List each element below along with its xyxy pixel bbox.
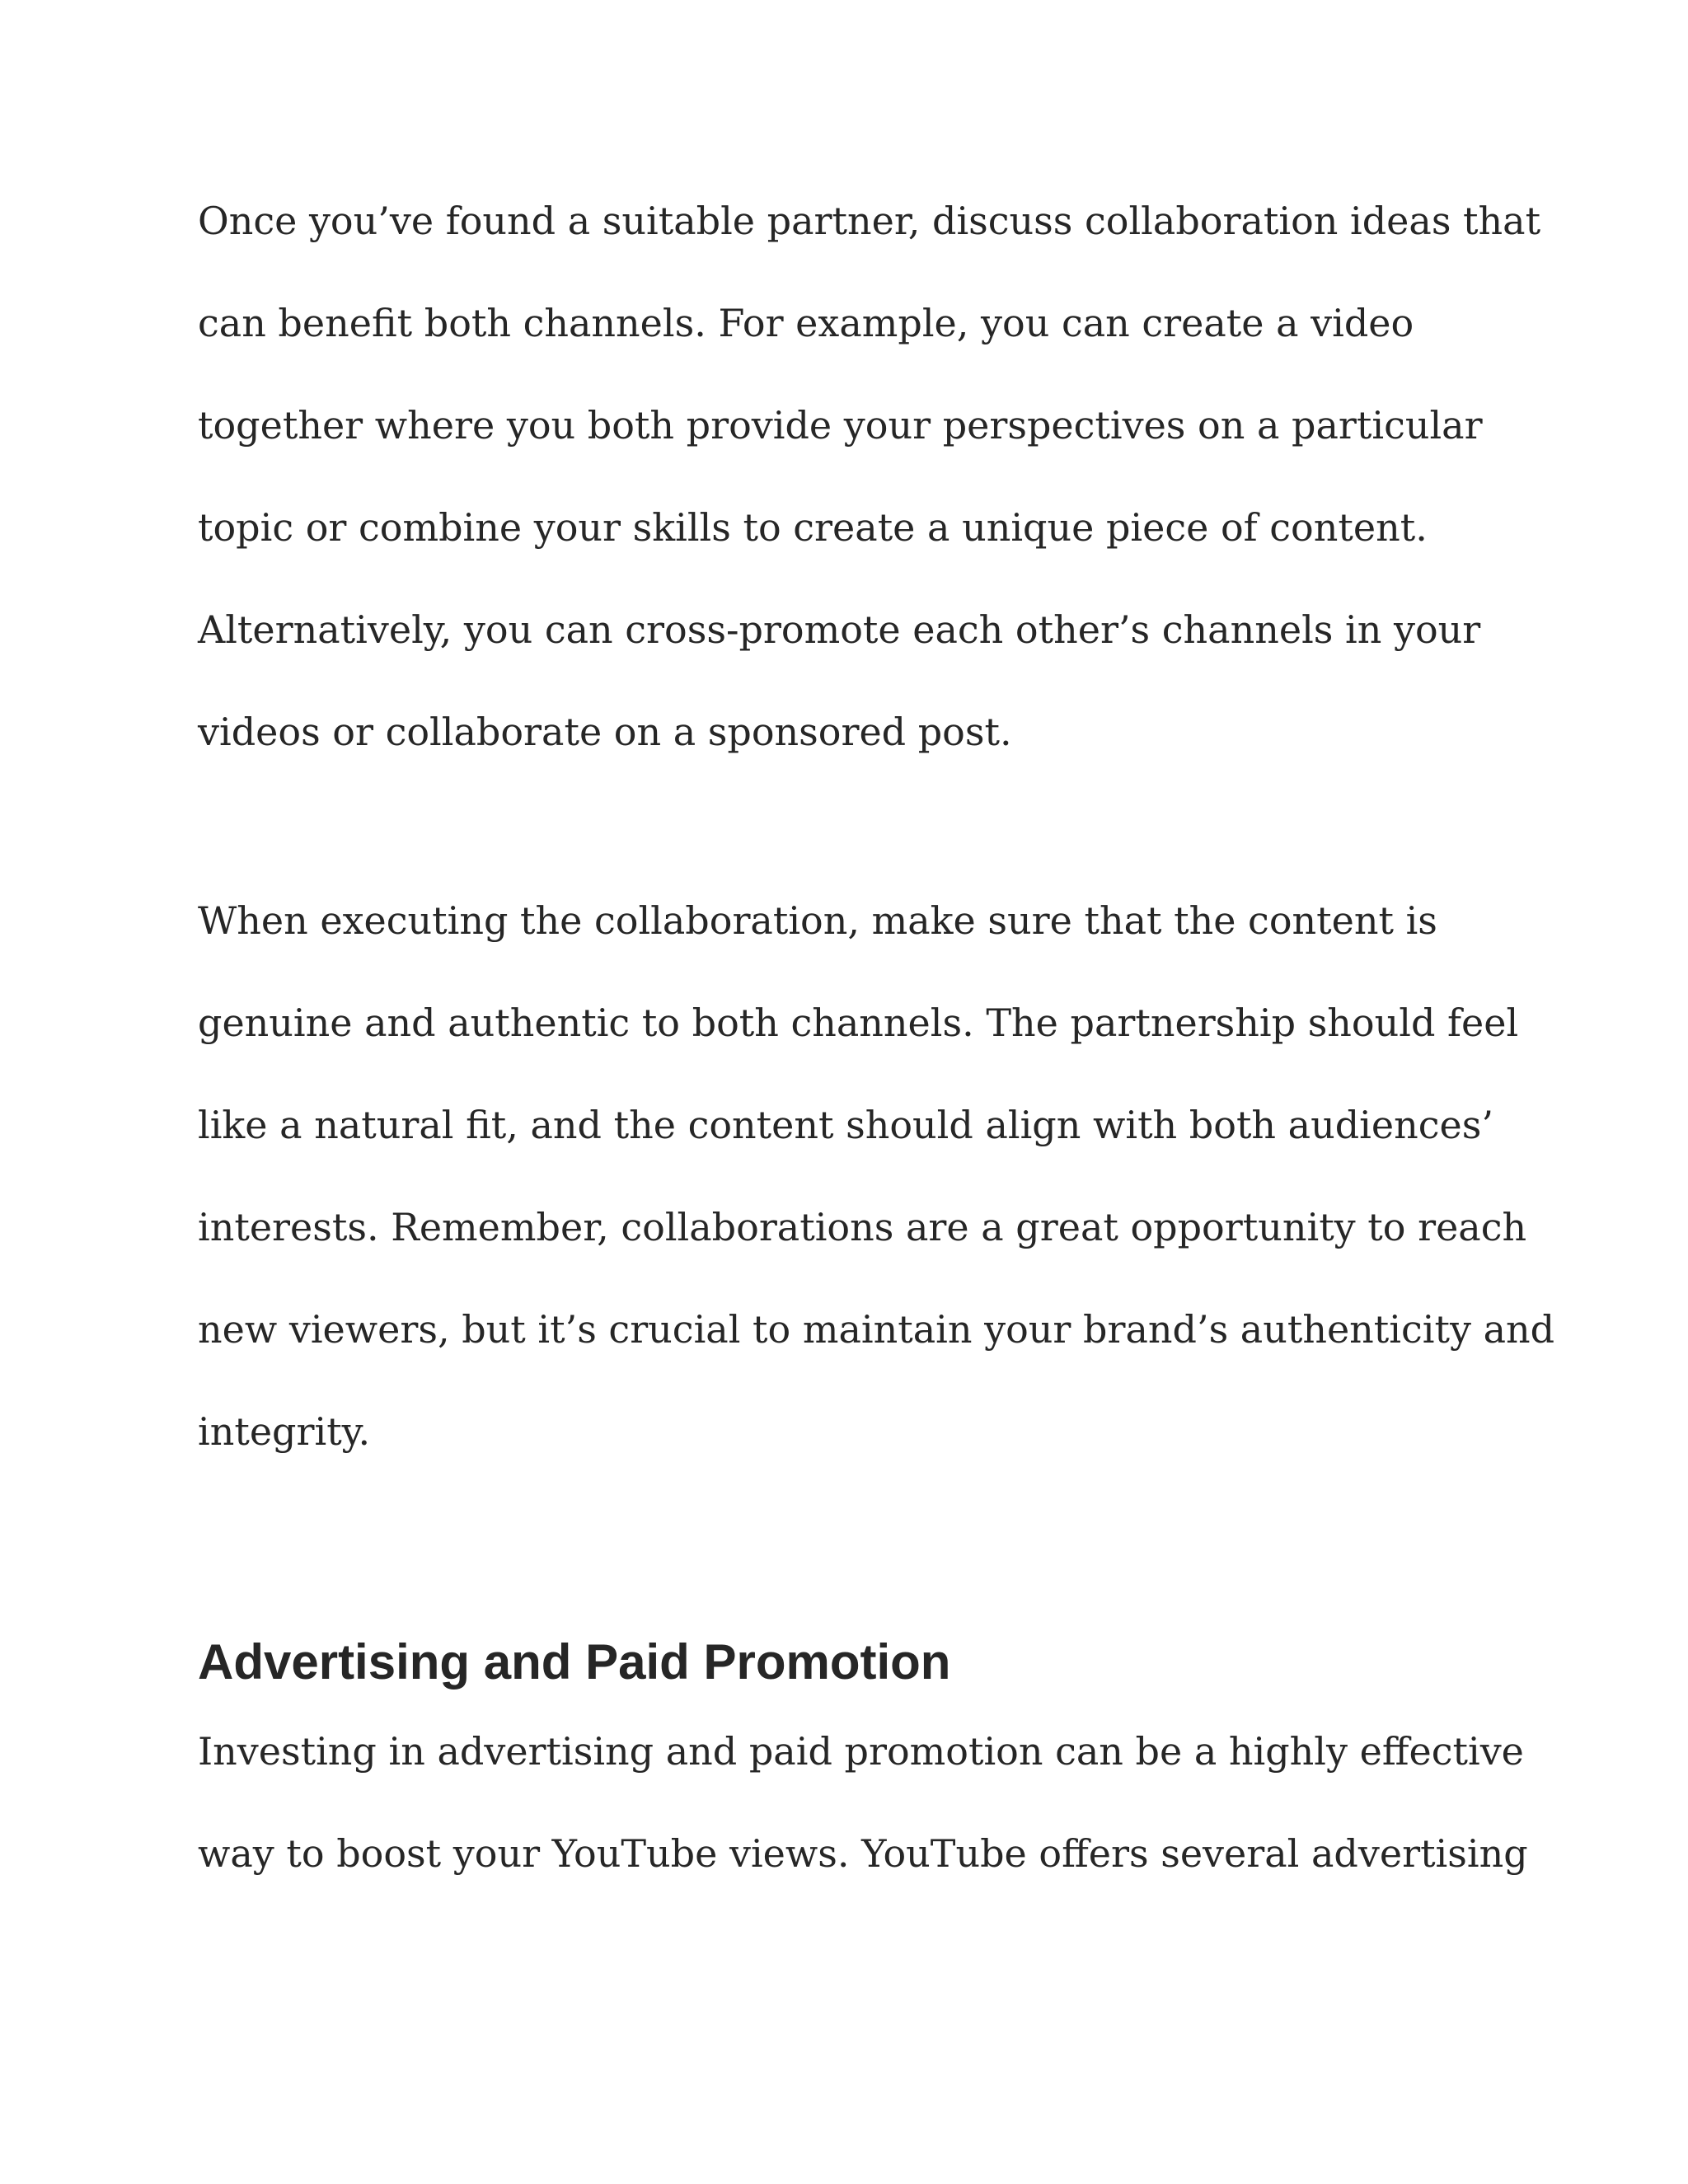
text-line: topic or combine your skills to create a unique piece of content.	[198, 505, 1428, 550]
text-line: genuine and authentic to both channels. The partnership should feel	[198, 1001, 1519, 1045]
text-line: videos or collaborate on a sponsored post.	[198, 710, 1012, 754]
text-line: interests. Remember, collaborations are a great opportunity to reach	[198, 1205, 1527, 1249]
text-line: together where you both provide your perspectives on a particular	[198, 403, 1483, 448]
text-line: Investing in advertising and paid promotion can be a highly effective	[198, 1729, 1524, 1774]
text-line: new viewers, but it’s crucial to maintain your brand’s authenticity and	[198, 1307, 1555, 1352]
section-heading: Advertising and Paid Promotion	[198, 1634, 951, 1690]
text-line: way to boost your YouTube views. YouTube offers several advertising	[198, 1831, 1528, 1876]
text-line: Once you’ve found a suitable partner, discuss collaboration ideas that	[198, 199, 1541, 243]
text-line: like a natural fit, and the content should align with both audiences’	[198, 1103, 1493, 1147]
text-line: integrity.	[198, 1409, 371, 1454]
text-line: can benefit both channels. For example, you can create a video	[198, 301, 1414, 345]
text-line: When executing the collaboration, make sure that the content is	[198, 898, 1437, 943]
text-line: Alternatively, you can cross-promote each other’s channels in your	[198, 607, 1481, 652]
